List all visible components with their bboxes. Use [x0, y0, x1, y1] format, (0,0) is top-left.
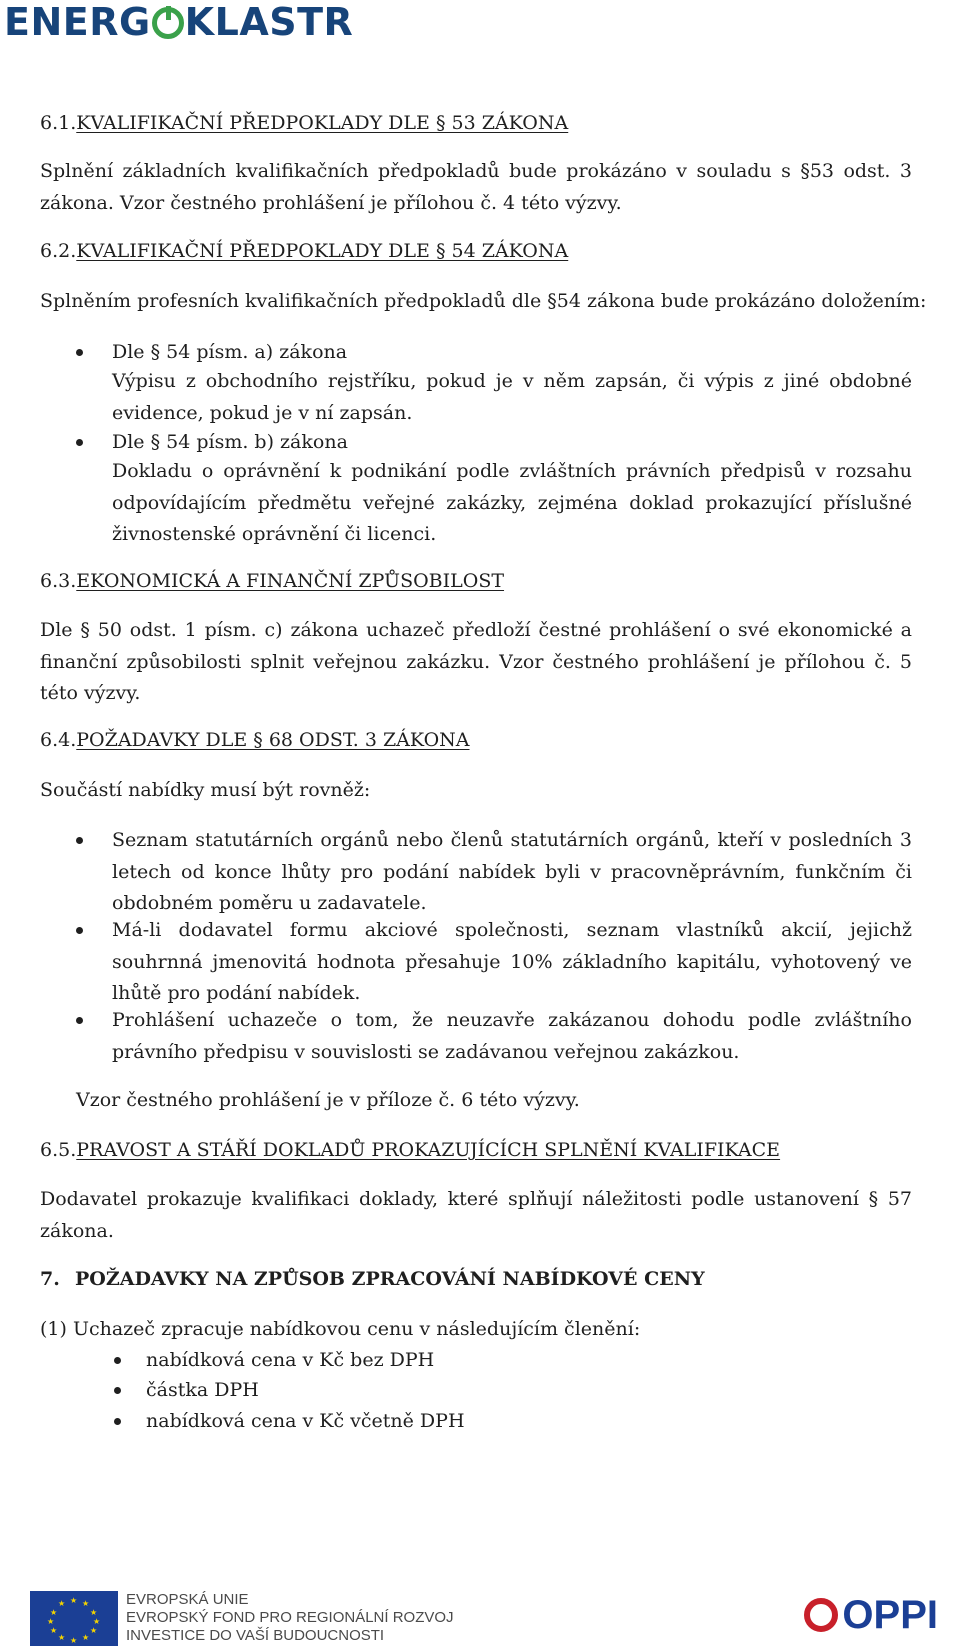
section-6-4-intro: Součástí nabídky musí být rovněž: — [40, 779, 371, 801]
list-item: nabídková cena v Kč včetně DPH — [146, 1410, 465, 1432]
eu-flag-icon: ★ ★ ★ ★ ★ ★ ★ ★ ★ ★ ★ ★ — [30, 1591, 118, 1646]
section-title: KVALIFIKAČNÍ PŘEDPOKLADY DLE § 54 ZÁKONA — [76, 240, 569, 262]
bullet-icon — [76, 349, 83, 356]
section-7-paragraph: (1) Uchazeč zpracuje nabídkovou cenu v následujícím členění: — [40, 1318, 641, 1340]
bullet-icon — [76, 927, 83, 934]
list-item: nabídková cena v Kč bez DPH — [146, 1349, 435, 1371]
section-7-heading — [40, 1268, 705, 1290]
bullet-icon — [114, 1387, 121, 1394]
section-number: 6.5. — [40, 1139, 77, 1161]
power-icon — [152, 7, 184, 39]
oppi-mark-icon — [804, 1598, 838, 1632]
investment-label: INVESTICE DO VAŠÍ BUDOUCNOSTI — [126, 1627, 385, 1644]
energoklastr-logo — [4, 0, 353, 44]
section-6-4-heading — [40, 729, 470, 751]
section-6-5-heading — [40, 1139, 780, 1161]
oppi-text: OPPI — [842, 1593, 938, 1637]
bullet-icon — [114, 1357, 121, 1364]
bullet-icon — [114, 1418, 121, 1425]
section-number: 7. — [40, 1268, 60, 1290]
bullet-icon — [76, 439, 83, 446]
section-title: PRAVOST A STÁŘÍ DOKLADŮ PROKAZUJÍCÍCH SPLNĚNÍ KVALIFIKACE — [76, 1139, 781, 1161]
list-item: Seznam statutárních orgánů nebo členů statutárních orgánů, kteří v posledních 3 letech od konce lhůty pro podání nabídek byli v pracovněprávním, funkčním či obdobném poměru u zadavatele. — [112, 829, 912, 914]
section-6-1-heading — [40, 112, 568, 134]
section-6-5-paragraph: Dodavatel prokazuje kvalifikaci doklady, které splňují náležitosti podle ustanovení § 57 zákona. — [40, 1188, 912, 1242]
list-item: Má-li dodavatel formu akciové společnosti, seznam vlastníků akcií, jejichž souhrnná jmenovitá hodnota přesahuje 10% základního kapitálu, vyhotovený ve lhůtě pro podání nabídek. — [112, 919, 912, 1004]
section-title: KVALIFIKAČNÍ PŘEDPOKLADY DLE § 53 ZÁKONA — [76, 112, 569, 134]
section-6-3-heading — [40, 570, 504, 592]
section-6-3-paragraph: Dle § 50 odst. 1 písm. c) zákona uchazeč předloží čestné prohlášení o své ekonomické a finanční způsobilosti splnit veřejnou zakázku. Vzor čestného prohlášení je přílohou č. 5 této výzvy. — [40, 619, 912, 704]
section-6-1-paragraph: Splnění základních kvalifikačních předpokladů bude prokázáno v souladu s §53 odst. 3 zákona. Vzor čestného prohlášení je přílohou č. 4 této výzvy. — [40, 160, 912, 214]
list-item: Prohlášení uchazeče o tom, že neuzavře zakázanou dohodu podle zvláštního právního předpisu v souvislosti se zadávanou veřejnou zakázkou. — [112, 1009, 912, 1063]
section-title: POŽADAVKY NA ZPŮSOB ZPRACOVÁNÍ NABÍDKOVÉ CENY — [75, 1268, 705, 1290]
logo-text-part2: KLASTR — [184, 0, 354, 44]
section-number: 6.4. — [40, 729, 77, 751]
section-title: EKONOMICKÁ A FINANČNÍ ZPŮSOBILOST — [76, 570, 505, 592]
section-number: 6.1. — [40, 112, 77, 134]
section-title: POŽADAVKY DLE § 68 ODST. 3 ZÁKONA — [76, 729, 470, 751]
bullet-icon — [76, 1017, 83, 1024]
section-6-2-heading — [40, 240, 568, 262]
list-item-body: Výpisu z obchodního rejstříku, pokud je v něm zapsán, či výpis z jiné obdobné evidence, pokud je v ní zapsán. — [112, 370, 912, 424]
bullet-icon — [76, 837, 83, 844]
section-6-4-note: Vzor čestného prohlášení je v příloze č. 6 této výzvy. — [76, 1089, 580, 1111]
eu-label: EVROPSKÁ UNIE — [126, 1591, 249, 1608]
list-item-head: Dle § 54 písm. a) zákona — [112, 341, 348, 363]
erdf-label: EVROPSKÝ FOND PRO REGIONÁLNÍ ROZVOJ — [126, 1609, 454, 1626]
section-6-2-paragraph: Splněním profesních kvalifikačních předpokladů dle §54 zákona bude prokázáno doložením: — [40, 290, 927, 312]
list-item-head: Dle § 54 písm. b) zákona — [112, 431, 348, 453]
list-item-body: Dokladu o oprávnění k podnikání podle zvláštních právních předpisů v rozsahu odpovídajícím předmětu veřejné zakázky, zejména doklad prokazující příslušné živnostenské oprávnění či licenci. — [112, 460, 912, 545]
oppi-logo — [804, 1592, 938, 1638]
section-number: 6.3. — [40, 570, 77, 592]
logo-text-part1: ENERG — [4, 0, 151, 44]
section-number: 6.2. — [40, 240, 77, 262]
list-item: částka DPH — [146, 1379, 259, 1401]
